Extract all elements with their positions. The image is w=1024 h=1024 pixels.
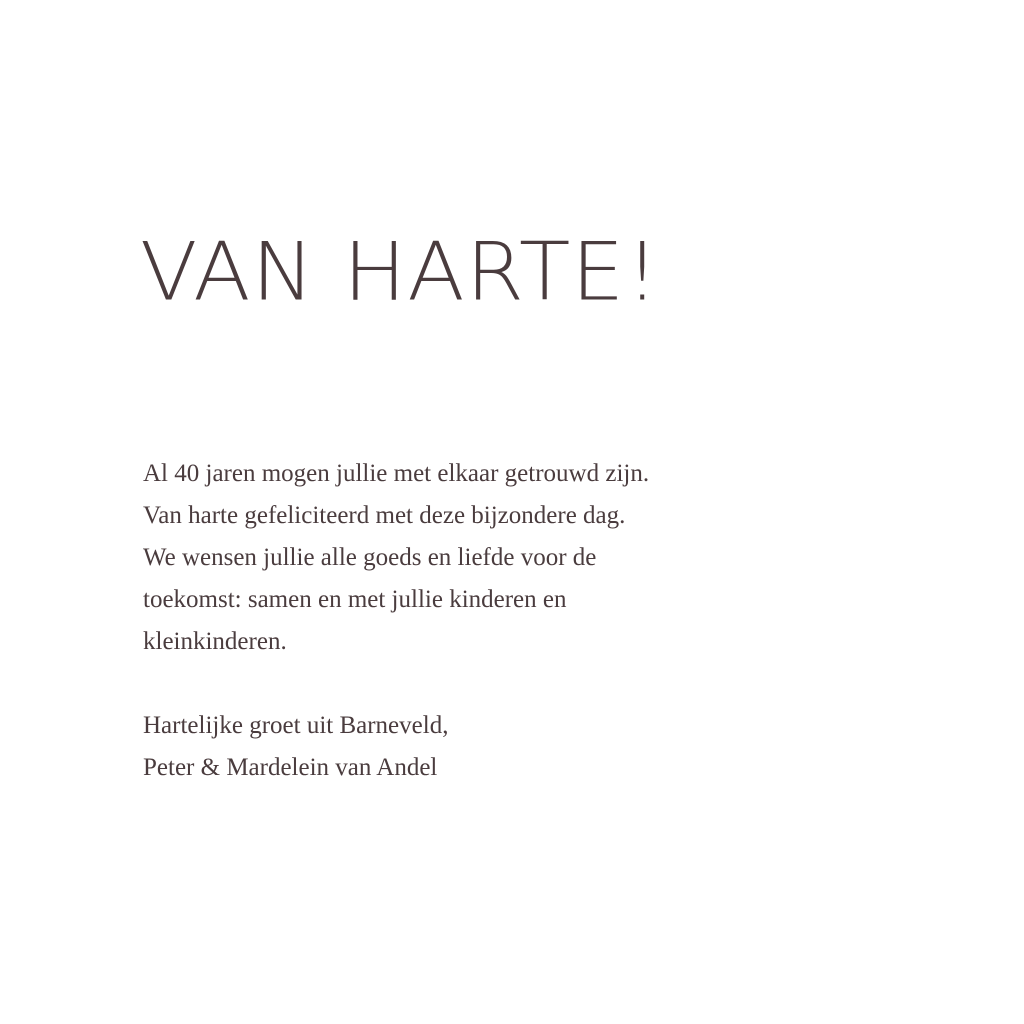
message-line: toekomst: samen en met jullie kinderen en	[143, 586, 567, 613]
message-line: Al 40 jaren mogen jullie met elkaar getrouwd zijn.	[143, 460, 650, 487]
card-message	[143, 453, 903, 789]
card-title: VAN HARTE!	[140, 225, 661, 319]
signature: Peter & Mardelein van Andel	[143, 754, 438, 781]
message-line: We wensen jullie alle goeds en liefde voor de	[143, 544, 597, 571]
message-line: kleinkinderen.	[143, 628, 287, 655]
message-line: Van harte gefeliciteerd met deze bijzondere dag.	[143, 502, 626, 529]
paragraph-gap	[143, 663, 903, 705]
closing-greeting: Hartelijke groet uit Barneveld,	[143, 712, 449, 739]
